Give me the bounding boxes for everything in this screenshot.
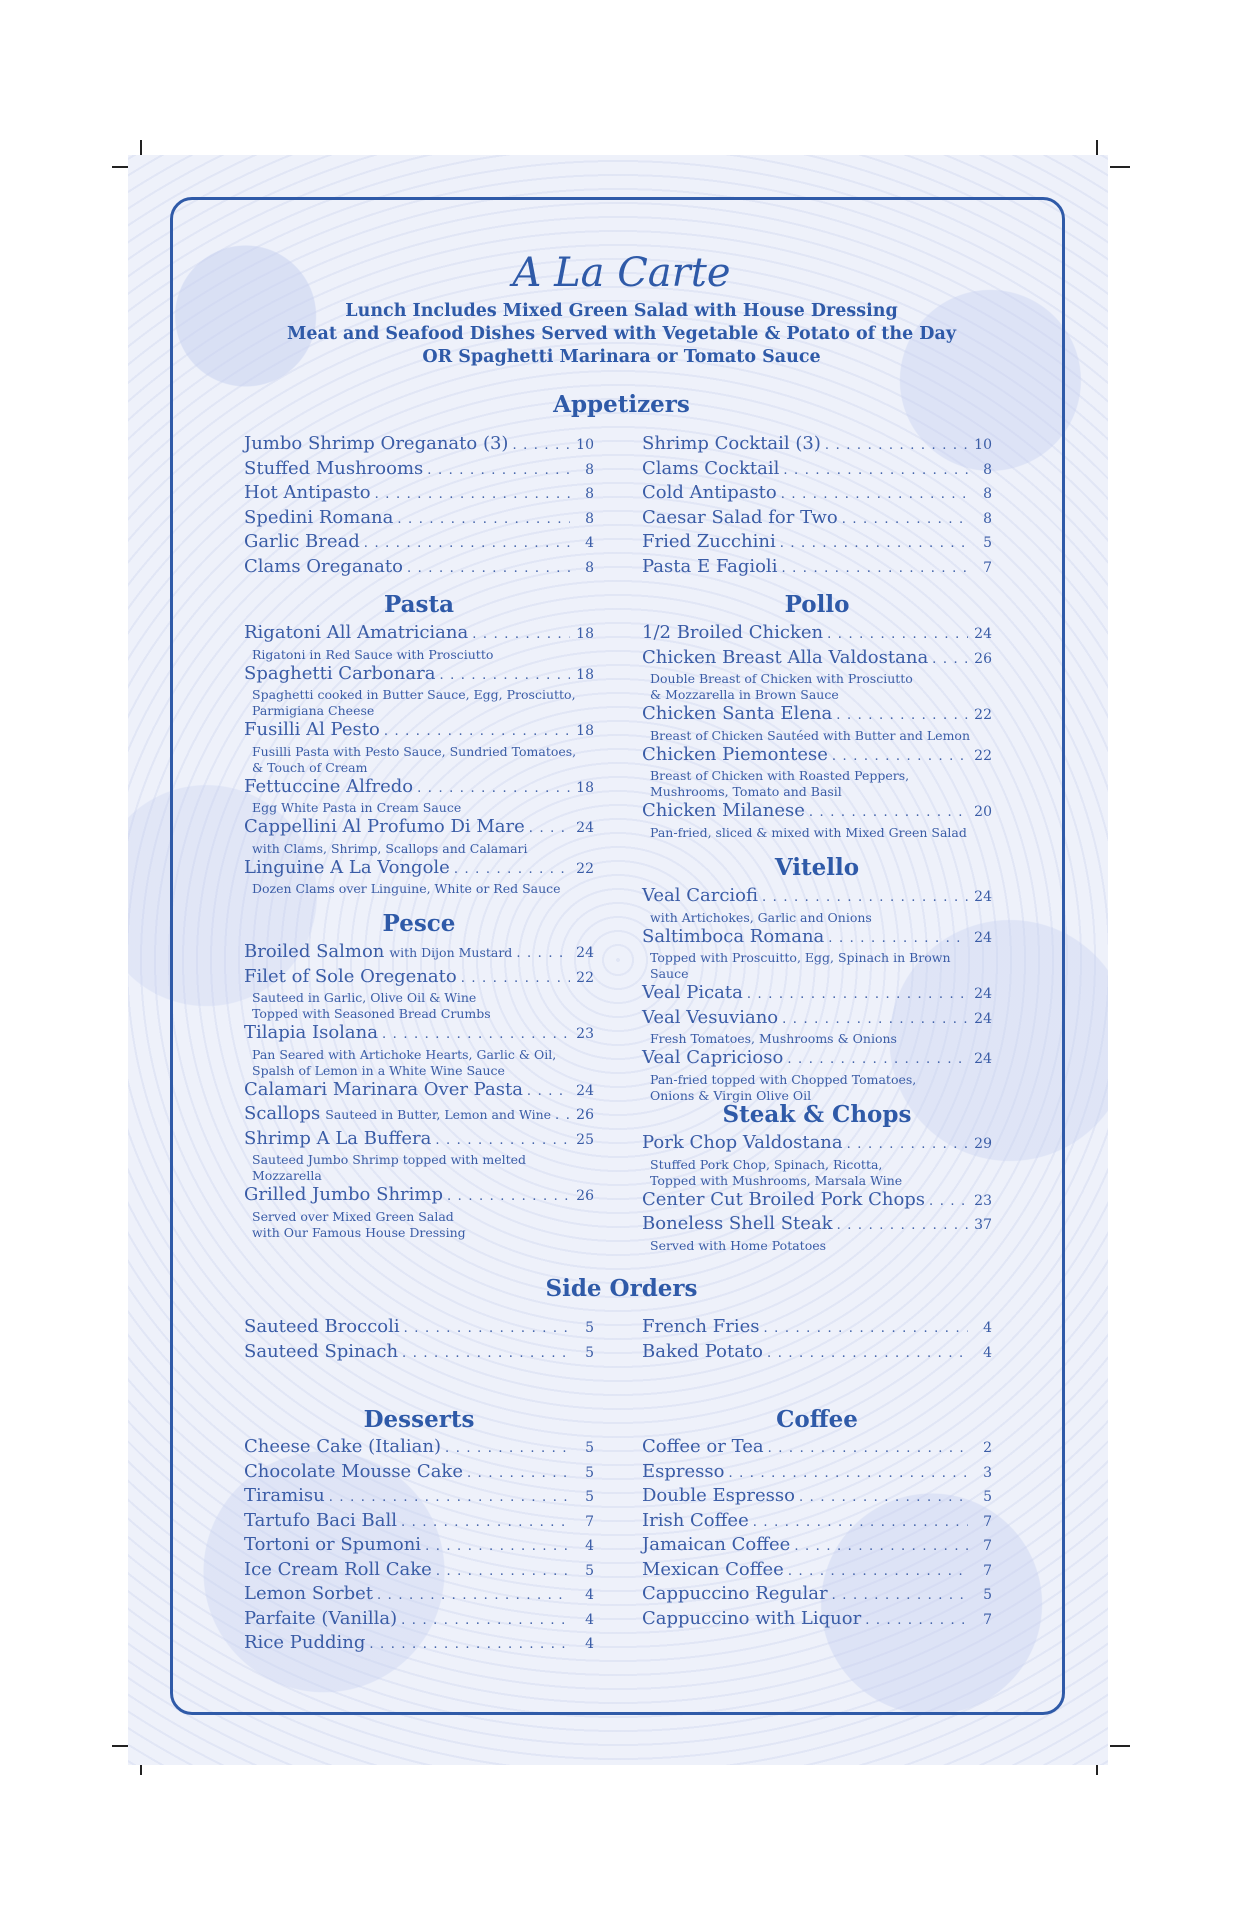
menu-item (244, 1079, 594, 1104)
section-title-coffee: Coffee (776, 1406, 858, 1433)
dot-leader (401, 1512, 570, 1535)
menu-item-price: 4 (585, 1587, 594, 1603)
menu-item-name: Cold Antipasto (642, 482, 777, 503)
menu-item (244, 1184, 594, 1209)
section-title-desserts: Desserts (363, 1406, 475, 1433)
menu-item-price: 4 (585, 1611, 594, 1628)
menu-item (642, 1316, 992, 1341)
menu-item-name: Mexican Coffee (642, 1558, 784, 1580)
menu-item-name: Cappellini Al Profumo Di Mare (244, 816, 525, 837)
menu-item (244, 1316, 594, 1341)
menu-item-name: Chicken Santa Elena (642, 703, 833, 724)
menu-item-name: Clams Cocktail (642, 457, 780, 479)
dot-leader (847, 1134, 968, 1157)
dot-leader (842, 509, 968, 532)
dot-leader (454, 859, 570, 882)
dot-leader (865, 1610, 968, 1633)
menu-item-price: 7 (983, 1611, 992, 1628)
menu-item-description: Served over Mixed Green Salad with Our Famous House Dressing (252, 1208, 466, 1240)
menu-item (642, 1132, 992, 1157)
menu-item-description: with Artichokes, Garlic and Onions (650, 909, 872, 925)
menu-item-name: Tartufo Baci Ball (244, 1509, 397, 1531)
menu-item-name: Coffee or Tea (642, 1436, 764, 1457)
menu-item-price: 24 (974, 929, 992, 946)
menu-item-price: 26 (974, 650, 992, 667)
sides-right-column (642, 1316, 992, 1365)
dot-leader (794, 1536, 968, 1559)
menu-item-price: 18 (576, 626, 594, 642)
menu-item-name: Saltimboca Romana (642, 925, 825, 947)
menu-item (642, 531, 992, 556)
dot-leader (747, 984, 968, 1007)
menu-item (642, 982, 992, 1007)
dot-leader (781, 558, 968, 581)
menu-item (244, 1022, 594, 1047)
menu-item-price: 8 (983, 461, 992, 478)
vitello-column (642, 885, 992, 1104)
menu-item-name: Fried Zucchini (642, 531, 776, 552)
dot-leader (555, 1105, 570, 1128)
dot-leader (832, 1585, 968, 1608)
menu-item-name: Veal Capricioso (642, 1047, 784, 1068)
dot-leader (527, 1081, 570, 1104)
menu-item (244, 1632, 594, 1657)
menu-item-description: Topped with Proscuitto, Egg, Spinach in Brown Sauce (650, 950, 951, 981)
dot-leader (377, 1585, 570, 1608)
appetizers-right-column (642, 433, 992, 580)
menu-item-price: 22 (974, 707, 992, 723)
section-title-pollo: Pollo (784, 591, 850, 618)
dot-leader (445, 1438, 570, 1461)
menu-item (244, 816, 594, 841)
dot-leader (787, 1049, 968, 1072)
menu-item-price: 4 (585, 1636, 594, 1652)
menu-item (244, 1559, 594, 1584)
subtitle-line: OR Spaghetti Marinara or Tomato Sauce (422, 347, 821, 367)
dot-leader (417, 778, 570, 801)
menu-item-name: Clams Oreganato (244, 555, 403, 577)
menu-item-price: 5 (983, 1489, 992, 1505)
dot-leader (467, 1463, 570, 1486)
menu-item (642, 556, 992, 581)
menu-item (244, 719, 594, 744)
dot-leader (427, 460, 570, 483)
dot-leader (836, 705, 968, 728)
menu-item (244, 1436, 594, 1461)
menu-item (642, 1510, 992, 1535)
menu-item (642, 1436, 992, 1461)
menu-item (244, 966, 594, 991)
menu-item-name: Veal Carciofi (642, 885, 758, 906)
crop-mark (1110, 166, 1130, 168)
menu-item (642, 507, 992, 532)
crop-mark (1110, 1745, 1130, 1747)
menu-item-name: Garlic Bread (244, 531, 360, 552)
dot-leader (768, 1438, 968, 1461)
dot-leader (472, 624, 570, 647)
menu-item (642, 1559, 992, 1584)
pasta-column (244, 622, 594, 897)
menu-item (244, 556, 594, 581)
menu-item-name: Boneless Shell Steak (642, 1213, 833, 1234)
dot-leader (782, 1009, 968, 1032)
menu-item (642, 703, 992, 728)
dot-leader (929, 1191, 968, 1214)
menu-item-name: Jamaican Coffee (642, 1534, 791, 1555)
menu-item-name: Veal Vesuviano (642, 1006, 779, 1028)
menu-item (244, 663, 594, 688)
steak-column (642, 1132, 992, 1254)
dot-leader (728, 1463, 968, 1486)
menu-item-name: Jumbo Shrimp Oreganato (3) (244, 433, 509, 454)
dot-leader (516, 943, 570, 966)
menu-item (642, 622, 992, 647)
menu-item-name: Sauteed Spinach (244, 1340, 399, 1362)
dot-leader (401, 1610, 570, 1633)
menu-item (642, 1213, 992, 1238)
menu-item-name: Spaghetti Carbonara (244, 662, 436, 684)
menu-item-name: Rice Pudding (244, 1632, 366, 1653)
menu-item-price: 24 (974, 889, 992, 905)
menu-item-price: 24 (576, 820, 594, 836)
dot-leader (753, 1512, 968, 1535)
menu-item-name: Irish Coffee (642, 1509, 749, 1531)
menu-item-price: 24 (974, 1010, 992, 1027)
menu-item-price: 8 (585, 559, 594, 576)
menu-item-name: Chicken Piemontese (642, 743, 828, 765)
menu-item (642, 1461, 992, 1486)
menu-item-inline-note: Sauteed in Butter, Lemon and Wine (325, 1107, 552, 1122)
menu-item-name: Pork Chop Valdostana (642, 1132, 843, 1153)
dot-leader (369, 1634, 570, 1657)
menu-item-price: 5 (983, 1587, 992, 1603)
dot-leader (461, 968, 570, 991)
dot-leader (425, 1536, 570, 1559)
menu-item (642, 1189, 992, 1214)
menu-item-price: 22 (576, 969, 594, 986)
menu-item-price: 2 (983, 1440, 992, 1456)
menu-item (642, 1047, 992, 1072)
dot-leader (329, 1487, 570, 1510)
menu-item-name: Lemon Sorbet (244, 1583, 374, 1604)
menu-item (642, 1608, 992, 1633)
menu-item (642, 433, 992, 458)
coffee-column (642, 1436, 992, 1632)
dot-leader (762, 887, 968, 910)
dot-leader (783, 460, 968, 483)
menu-item (244, 1583, 594, 1608)
section-title-steak-chops: Steak & Chops (722, 1101, 912, 1128)
menu-item-price: 3 (983, 1464, 992, 1481)
menu-item (244, 433, 594, 458)
menu-item-name: Stuffed Mushrooms (244, 457, 424, 479)
menu-item (244, 1103, 594, 1128)
menu-item-name: Caesar Salad for Two (642, 506, 838, 528)
menu-item-price: 24 (576, 945, 594, 961)
menu-item (244, 1510, 594, 1535)
dot-leader (832, 746, 968, 769)
pollo-column (642, 622, 992, 841)
menu-item-price: 5 (585, 1440, 594, 1456)
dot-leader (435, 1130, 570, 1153)
dot-leader (825, 435, 968, 458)
section-title-pesce: Pesce (382, 910, 456, 937)
dot-leader (402, 1343, 570, 1366)
menu-item (244, 1341, 594, 1366)
menu-item-description: Pan-fried topped with Chopped Tomatoes, Onions & Virgin Olive Oil (650, 1071, 917, 1103)
menu-item-name: Pasta E Fagioli (642, 555, 778, 577)
menu-item (244, 1128, 594, 1153)
dot-leader (375, 484, 570, 507)
menu-item-description: Rigatoni in Red Sauce with Prosciutto (252, 646, 494, 662)
menu-item-name: Espresso (642, 1460, 725, 1482)
menu-item (642, 800, 992, 825)
dot-leader (781, 484, 968, 507)
menu-item-price: 7 (983, 1513, 992, 1530)
dot-leader (364, 533, 570, 556)
menu-item-price: 5 (585, 1562, 594, 1579)
menu-item-name: Baked Potato (642, 1340, 764, 1362)
menu-item (244, 1534, 594, 1559)
menu-item-name: Double Espresso (642, 1485, 795, 1506)
menu-item-name: Grilled Jumbo Shrimp (244, 1184, 443, 1205)
menu-item-name: Cappuccino Regular (642, 1583, 828, 1604)
menu-item (244, 857, 594, 882)
section-title-pasta: Pasta (383, 591, 455, 618)
menu-item-price: 7 (585, 1513, 594, 1530)
menu-item-name: Tiramisu (244, 1485, 325, 1506)
menu-item-price: 4 (585, 1538, 594, 1554)
menu-item (642, 1485, 992, 1510)
dot-leader (763, 1318, 968, 1341)
menu-item-name: Chocolate Mousse Cake (244, 1460, 463, 1482)
section-title-vitello: Vitello (774, 854, 860, 881)
menu-item-description: Pan-fried, sliced & mixed with Mixed Green Salad (650, 824, 967, 840)
dot-leader (809, 802, 968, 825)
menu-item (642, 744, 992, 769)
menu-item-price: 24 (974, 626, 992, 642)
menu-item-price: 29 (974, 1136, 992, 1152)
dot-leader (382, 1024, 570, 1047)
dot-leader (447, 1186, 570, 1209)
menu-item-name: Spedini Romana (244, 506, 394, 528)
menu-item-price: 24 (576, 1082, 594, 1099)
menu-item-name: Chicken Milanese (642, 800, 805, 821)
menu-item-price: 8 (585, 510, 594, 527)
menu-item (244, 776, 594, 801)
menu-item-price: 7 (983, 1562, 992, 1579)
menu-item-price: 18 (576, 666, 594, 683)
menu-item-price: 4 (983, 1320, 992, 1336)
desserts-column (244, 1436, 594, 1657)
dot-leader (404, 1318, 570, 1341)
menu-item-name: Tilapia Isolana (244, 1022, 378, 1043)
menu-item (642, 458, 992, 483)
menu-item-price: 24 (974, 986, 992, 1002)
dot-leader (780, 533, 968, 556)
menu-item (244, 1461, 594, 1486)
menu-item-name: Parfaite (Vanilla) (244, 1607, 398, 1629)
menu-item-description: Breast of Chicken Sautéed with Butter and Lemon (650, 727, 970, 743)
dot-leader (828, 928, 968, 951)
menu-item-price: 22 (974, 747, 992, 764)
menu-item-name: Cappuccino with Liquor (642, 1607, 862, 1629)
dot-leader (407, 558, 570, 581)
menu-item-description: Pan Seared with Artichoke Hearts, Garlic & Oil, Spalsh of Lemon in a White Wine Sauce (252, 1046, 557, 1078)
sides-left-column (244, 1316, 594, 1365)
menu-item (642, 1583, 992, 1608)
menu-item-price: 5 (585, 1344, 594, 1361)
menu-item-price: 4 (983, 1344, 992, 1361)
menu-item (642, 1534, 992, 1559)
menu-item-price: 23 (576, 1026, 594, 1042)
menu-item (244, 622, 594, 647)
menu-item-name: Fusilli Al Pesto (244, 719, 380, 740)
menu-item-price: 24 (974, 1051, 992, 1067)
menu-item (244, 1485, 594, 1510)
menu-item (244, 531, 594, 556)
menu-item-name: Fettuccine Alfredo (244, 775, 414, 797)
menu-item-description: with Clams, Shrimp, Scallops and Calamari (252, 840, 528, 856)
menu-item-name: Shrimp Cocktail (3) (642, 433, 821, 454)
menu-item-name: Sauteed Broccoli (244, 1316, 400, 1337)
menu-item-price: 7 (983, 559, 992, 576)
menu-item-description: Egg White Pasta in Cream Sauce (252, 800, 462, 815)
dot-leader (439, 665, 570, 688)
menu-item-price: 10 (974, 437, 992, 453)
dot-leader (529, 818, 570, 841)
dot-leader (384, 721, 570, 744)
dot-leader (512, 435, 570, 458)
menu-item-name: 1/2 Broiled Chicken (642, 622, 824, 643)
menu-item-price: 25 (576, 1131, 594, 1148)
menu-item-price: 20 (974, 804, 992, 820)
menu-item-price: 8 (983, 510, 992, 527)
menu-item-price: 4 (585, 535, 594, 551)
subtitle-line: Lunch Includes Mixed Green Salad with House Dressing (345, 301, 898, 321)
menu-item-price: 26 (576, 1107, 594, 1123)
menu-item-name: Rigatoni All Amatriciana (244, 622, 469, 643)
menu-item-name: Cheese Cake (Italian) (244, 1436, 442, 1457)
section-title-appetizers: Appetizers (553, 391, 690, 418)
menu-item (244, 482, 594, 507)
dot-leader (799, 1487, 968, 1510)
menu-item (642, 647, 992, 672)
subtitle-line: Meat and Seafood Dishes Served with Vegetable & Potato of the Day (287, 324, 956, 344)
menu-item (244, 941, 594, 966)
section-title-side-orders: Side Orders (545, 1275, 698, 1302)
menu-item-description: Stuffed Pork Chop, Spinach, Ricotta, Topped with Mushrooms, Marsala Wine (650, 1156, 903, 1188)
menu-item-price: 5 (585, 1489, 594, 1505)
menu-item-name: Scallops (244, 1103, 321, 1124)
menu-item-name: Veal Picata (642, 982, 743, 1003)
menu-item-name: Hot Antipasto (244, 482, 371, 503)
menu-item-description: Fresh Tomatoes, Mushrooms & Onions (650, 1031, 897, 1046)
menu-item-price: 26 (576, 1188, 594, 1204)
menu-item-price: 8 (585, 486, 594, 502)
menu-item-name: Ice Cream Roll Cake (244, 1558, 432, 1580)
appetizers-left-column (244, 433, 594, 580)
menu-item-name: Filet of Sole Oregenato (244, 965, 457, 987)
menu-item-description: Breast of Chicken with Roasted Peppers, Mushrooms, Tomato and Basil (650, 768, 910, 799)
menu-item-price: 5 (585, 1464, 594, 1481)
menu-item-price: 23 (974, 1192, 992, 1209)
dot-leader (767, 1343, 968, 1366)
dot-leader (397, 509, 570, 532)
menu-item-price: 7 (983, 1538, 992, 1554)
menu-item-description: Spaghetti cooked in Butter Sauce, Egg, Prosciutto, Parmigiana Cheese (252, 687, 576, 718)
menu-item-name: Calamari Marinara Over Pasta (244, 1078, 523, 1100)
menu-item-price: 18 (576, 723, 594, 739)
menu-item-price: 5 (585, 1320, 594, 1336)
menu-item-description: Served with Home Potatoes (650, 1237, 827, 1253)
dot-leader (788, 1561, 968, 1584)
dot-leader (827, 624, 968, 647)
menu-item-description: Dozen Clams over Linguine, White or Red Sauce (252, 881, 561, 896)
menu-item-price: 5 (983, 535, 992, 551)
menu-item (642, 926, 992, 951)
menu-item-description: Double Breast of Chicken with Prosciutto & Mozzarella in Brown Sauce (650, 671, 913, 702)
menu-item (244, 507, 594, 532)
menu-item-inline-note: with Dijon Mustard (389, 945, 513, 960)
dot-leader (837, 1215, 968, 1238)
menu-item-price: 8 (585, 461, 594, 478)
menu-item-name: Broiled Salmon (244, 941, 385, 962)
menu-item (244, 458, 594, 483)
menu-item-name: Shrimp A La Buffera (244, 1127, 432, 1149)
menu-item (642, 1007, 992, 1032)
menu-item-name: Tortoni or Spumoni (244, 1534, 422, 1555)
menu-item-description: Sauteed in Garlic, Olive Oil & Wine Topped with Seasoned Bread Crumbs (252, 990, 491, 1021)
menu-item (244, 1608, 594, 1633)
menu-item-name: Center Cut Broiled Pork Chops (642, 1188, 926, 1210)
menu-item-description: Sauteed Jumbo Shrimp topped with melted Mozzarella (252, 1152, 527, 1183)
menu-item (642, 482, 992, 507)
menu-item-name: French Fries (642, 1316, 760, 1337)
menu-item (642, 885, 992, 910)
menu-item-price: 10 (576, 437, 594, 453)
dot-leader (436, 1561, 570, 1584)
menu-item-price: 18 (576, 779, 594, 796)
dot-leader (932, 649, 968, 672)
menu-title: A La Carte (512, 250, 731, 296)
menu-item-price: 22 (576, 860, 594, 877)
menu-item-name: Linguine A La Vongole (244, 856, 450, 878)
menu-item-price: 8 (983, 486, 992, 502)
pesce-column (244, 941, 594, 1241)
menu-item (642, 1341, 992, 1366)
menu-item-name: Chicken Breast Alla Valdostana (642, 646, 929, 668)
menu-item-price: 37 (974, 1217, 992, 1233)
menu-item-description: Fusilli Pasta with Pesto Sauce, Sundried Tomatoes, & Touch of Cream (252, 743, 577, 775)
